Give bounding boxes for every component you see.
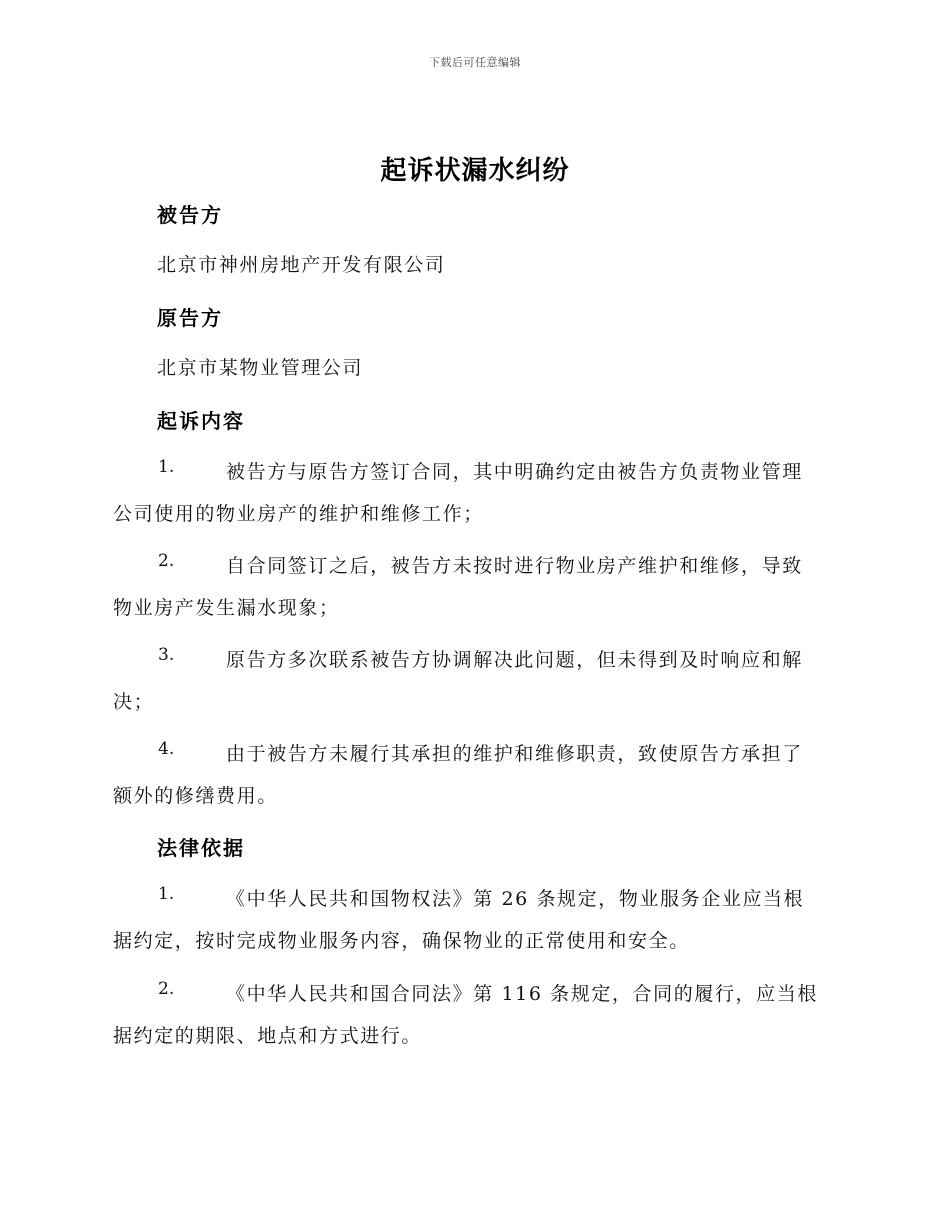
legal-basis-number: 1. bbox=[158, 884, 175, 904]
claim-text-line2: 物业房产发生漏水现象； bbox=[113, 597, 340, 619]
claim-text-line2: 公司使用的物业房产的维护和维修工作； bbox=[113, 503, 484, 525]
claim-text-line2: 额外的修缮费用。 bbox=[113, 785, 278, 807]
claim-text-line2: 决； bbox=[113, 691, 155, 713]
legal-basis-number: 2. bbox=[158, 979, 175, 999]
claim-text-line1: 原告方多次联系被告方协调解决此问题，但未得到及时响应和解 bbox=[226, 649, 803, 671]
header-note: 下载后可任意编辑 bbox=[429, 56, 521, 69]
legal-basis-text-line1: 《中华人民共和国合同法》第 116 条规定，合同的履行，应当根 bbox=[226, 983, 818, 1005]
plaintiff-name: 北京市某物业管理公司 bbox=[157, 357, 364, 379]
document-title: 起诉状漏水纠纷 bbox=[380, 156, 570, 186]
plaintiff-heading: 原告方 bbox=[157, 306, 223, 330]
claim-number: 4. bbox=[158, 739, 175, 759]
claim-text-line1: 被告方与原告方签订合同，其中明确约定由被告方负责物业管理 bbox=[226, 461, 803, 483]
claim-text-line1: 由于被告方未履行其承担的维护和维修职责，致使原告方承担了 bbox=[226, 743, 803, 765]
claim-number: 1. bbox=[158, 457, 175, 477]
legal-basis-heading: 法律依据 bbox=[157, 836, 245, 860]
defendant-name: 北京市神州房地产开发有限公司 bbox=[157, 254, 446, 276]
legal-basis-text-line2: 据约定，按时完成物业服务内容，确保物业的正常使用和安全。 bbox=[113, 930, 690, 952]
claim-text-line1: 自合同签订之后，被告方未按时进行物业房产维护和维修，导致 bbox=[226, 555, 803, 577]
defendant-heading: 被告方 bbox=[157, 203, 223, 227]
legal-basis-text-line1: 《中华人民共和国物权法》第 26 条规定，物业服务企业应当根 bbox=[226, 888, 805, 910]
claims-heading: 起诉内容 bbox=[157, 409, 245, 433]
legal-basis-text-line2: 据约定的期限、地点和方式进行。 bbox=[113, 1025, 423, 1047]
claim-number: 2. bbox=[158, 551, 175, 571]
claim-number: 3. bbox=[158, 645, 175, 665]
